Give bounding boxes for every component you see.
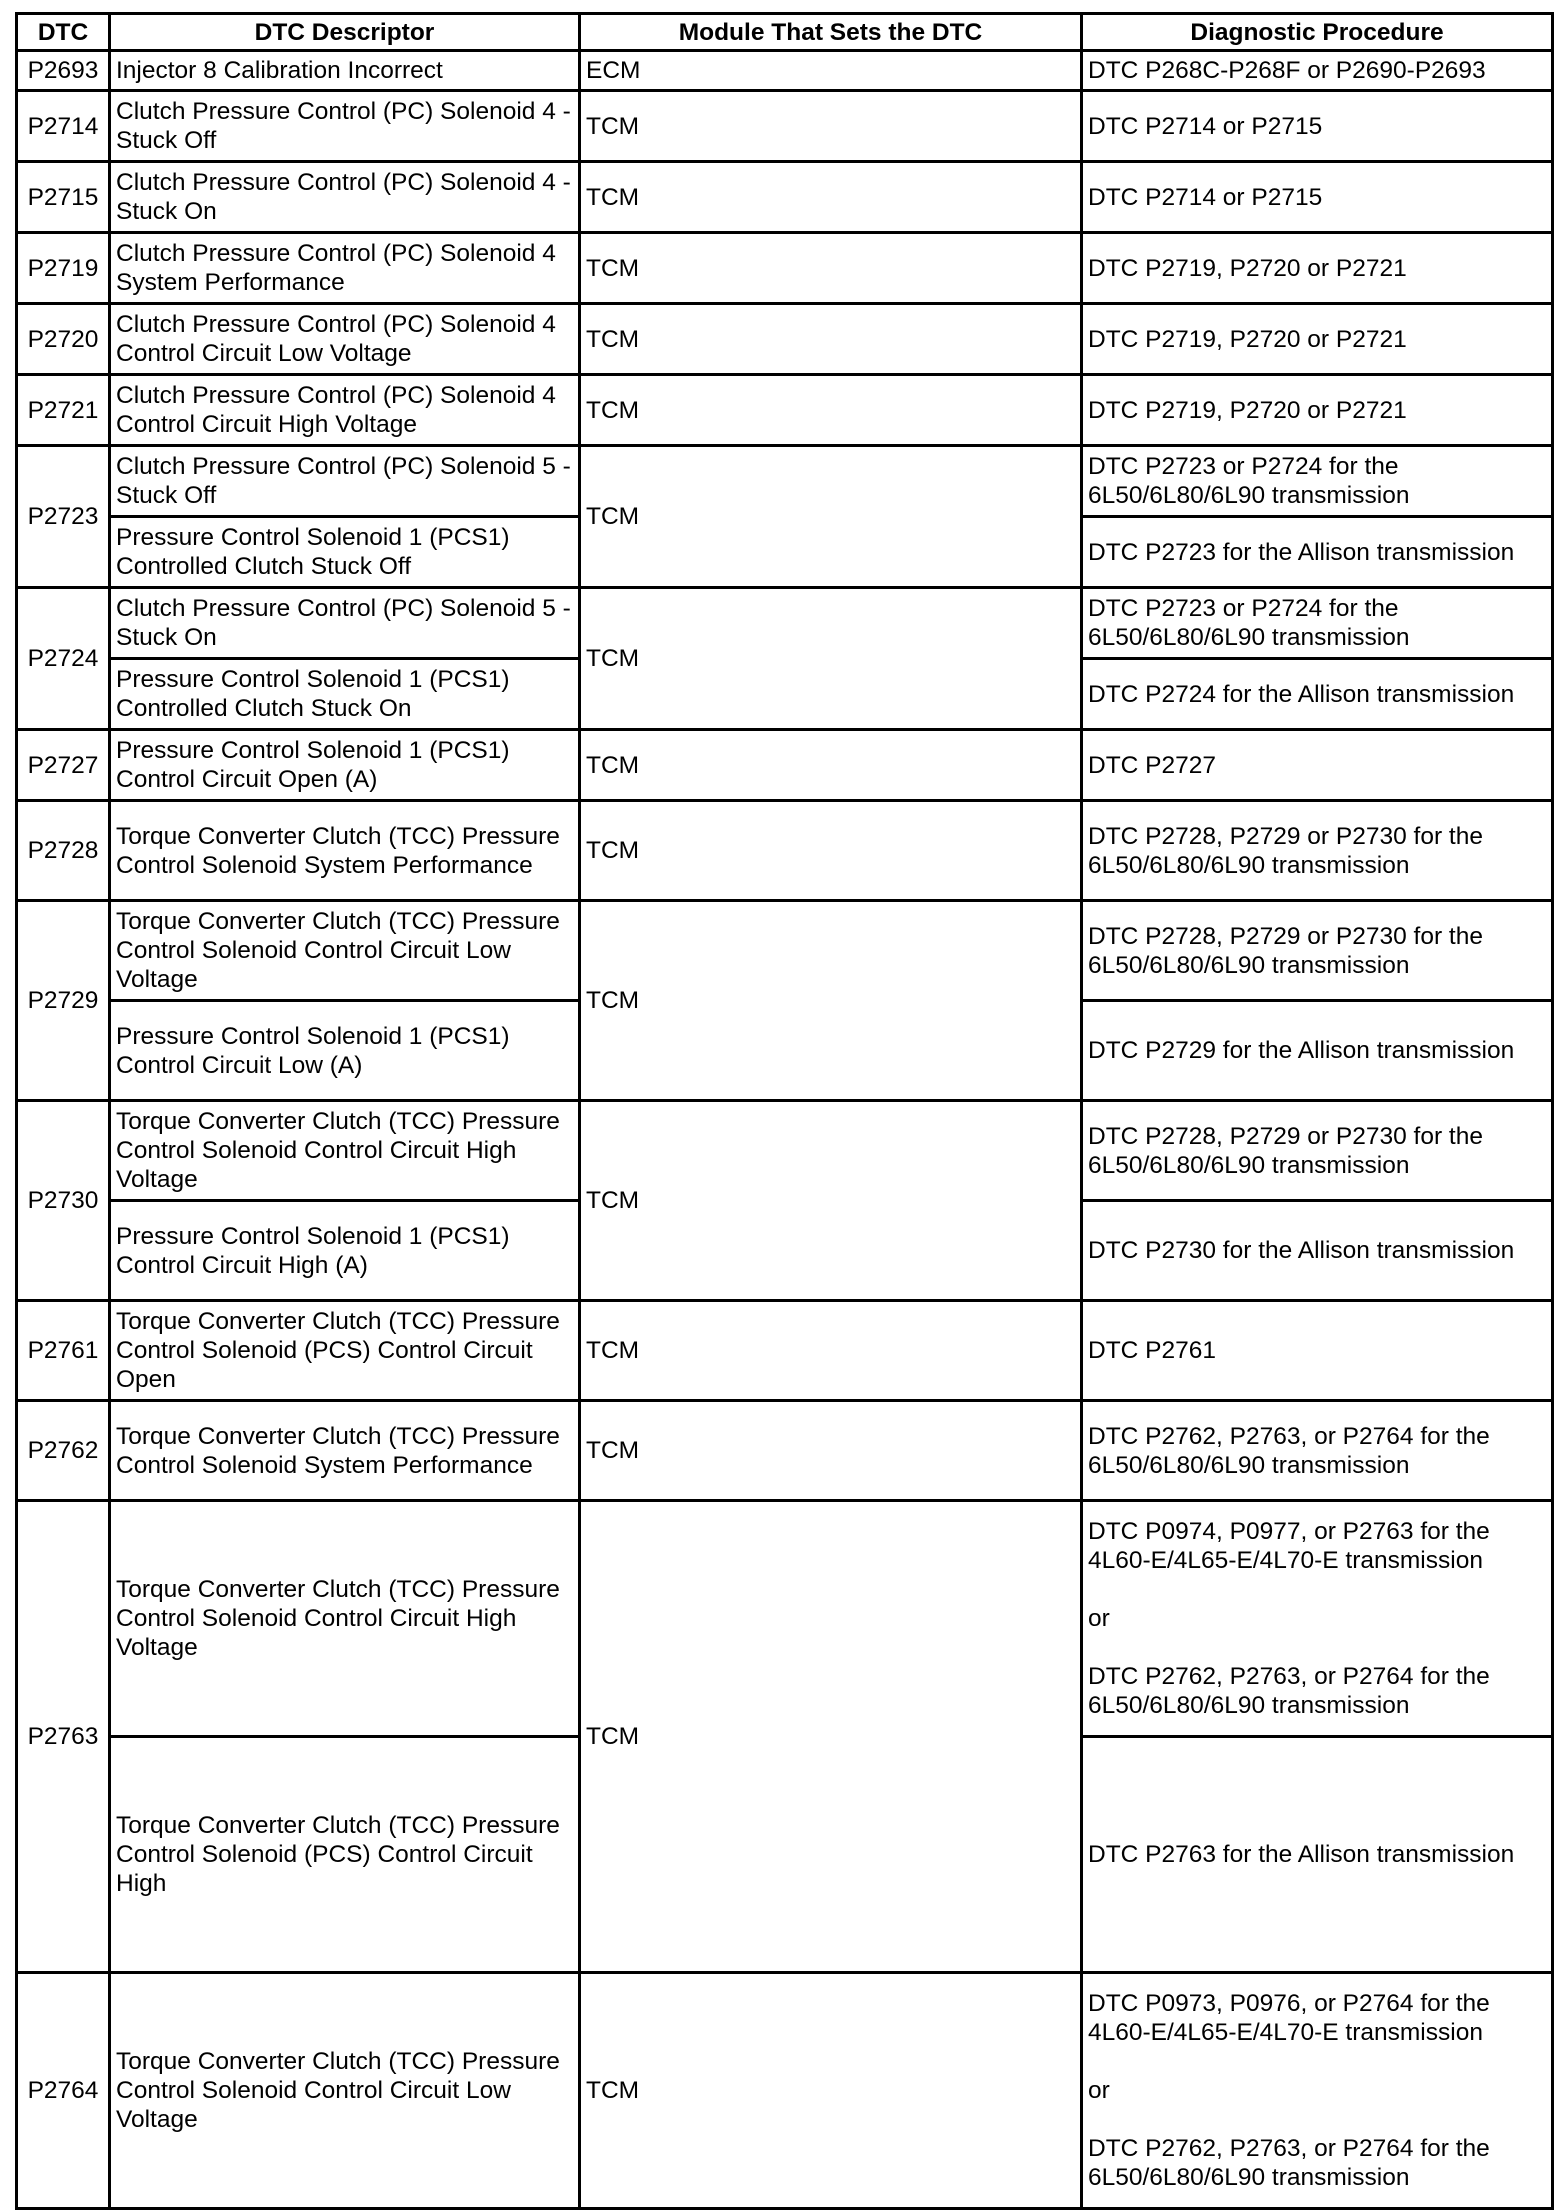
procedure-line bbox=[1088, 2105, 1546, 2134]
procedure-line: DTC P2719, P2720 or P2721 bbox=[1088, 254, 1407, 282]
procedure-line: DTC P2762, P2763, or P2764 for the 6L50/6L80/6L90 transmission bbox=[1088, 1663, 1490, 1719]
module-cell: TCM bbox=[580, 91, 1082, 162]
dtc-descriptor-cell: Torque Converter Clutch (TCC) Pressure Control Solenoid Control Circuit High Voltage bbox=[110, 1501, 580, 1737]
dtc-code-cell: P2723 bbox=[17, 446, 110, 588]
dtc-descriptor-cell: Clutch Pressure Control (PC) Solenoid 5 - Stuck On bbox=[110, 588, 580, 659]
module-cell: TCM bbox=[580, 304, 1082, 375]
procedure-line: or bbox=[1088, 2077, 1110, 2104]
procedure-line: DTC P2761 bbox=[1088, 1337, 1217, 1364]
module-cell: TCM bbox=[580, 233, 1082, 304]
dtc-code-cell: P2730 bbox=[17, 1101, 110, 1301]
diagnostic-procedure-cell bbox=[1082, 1737, 1553, 1973]
diagnostic-procedure-cell bbox=[1082, 1301, 1553, 1401]
module-cell: TCM bbox=[580, 1301, 1082, 1401]
dtc-descriptor-cell: Clutch Pressure Control (PC) Solenoid 4 - Stuck Off bbox=[110, 91, 580, 162]
procedure-line bbox=[1088, 1633, 1546, 1662]
dtc-descriptor-cell: Clutch Pressure Control (PC) Solenoid 5 - Stuck Off bbox=[110, 446, 580, 517]
table-row bbox=[17, 233, 1553, 304]
dtc-descriptor-cell: Pressure Control Solenoid 1 (PCS1) Control Circuit Low (A) bbox=[110, 1001, 580, 1101]
dtc-descriptor-cell: Clutch Pressure Control (PC) Solenoid 4 Control Circuit High Voltage bbox=[110, 375, 580, 446]
diagnostic-procedure-cell bbox=[1082, 1001, 1553, 1101]
dtc-descriptor-cell: Torque Converter Clutch (TCC) Pressure Control Solenoid Control Circuit High Voltage bbox=[110, 1101, 580, 1201]
dtc-descriptor-cell: Injector 8 Calibration Incorrect bbox=[110, 51, 580, 91]
dtc-descriptor-cell: Pressure Control Solenoid 1 (PCS1) Controlled Clutch Stuck On bbox=[110, 659, 580, 730]
diagnostic-procedure-cell bbox=[1082, 517, 1553, 588]
module-cell: TCM bbox=[580, 446, 1082, 588]
table-row bbox=[17, 1101, 1553, 1201]
dtc-code-cell: P2727 bbox=[17, 730, 110, 801]
dtc-code-cell: P2721 bbox=[17, 375, 110, 446]
procedure-line: DTC P2727 bbox=[1088, 751, 1217, 779]
table-row bbox=[17, 51, 1553, 91]
module-cell: TCM bbox=[580, 1501, 1082, 1973]
dtc-descriptor-cell: Clutch Pressure Control (PC) Solenoid 4 - Stuck On bbox=[110, 162, 580, 233]
table-header-row bbox=[17, 14, 1553, 51]
table-row bbox=[17, 1501, 1553, 1737]
procedure-line bbox=[1088, 1575, 1546, 1604]
table-row bbox=[17, 162, 1553, 233]
procedure-line: DTC P2719, P2720 or P2721 bbox=[1088, 396, 1407, 424]
dtc-descriptor-cell: Torque Converter Clutch (TCC) Pressure Control Solenoid (PCS) Control Circuit High bbox=[110, 1737, 580, 1973]
diagnostic-procedure-cell bbox=[1082, 1101, 1553, 1201]
dtc-code-cell: P2764 bbox=[17, 1973, 110, 2209]
diagnostic-procedure-cell bbox=[1082, 1201, 1553, 1301]
table-row bbox=[17, 730, 1553, 801]
diagnostic-procedure-cell bbox=[1082, 659, 1553, 730]
dtc-code-cell: P2729 bbox=[17, 901, 110, 1101]
procedure-line: DTC P2729 for the Allison transmission bbox=[1088, 1037, 1515, 1064]
table-row bbox=[17, 446, 1553, 517]
diagnostic-procedure-cell bbox=[1082, 446, 1553, 517]
module-cell: TCM bbox=[580, 588, 1082, 730]
table-row bbox=[17, 588, 1553, 659]
procedure-line: DTC P268C-P268F or P2690-P2693 bbox=[1088, 57, 1486, 84]
dtc-descriptor-cell: Torque Converter Clutch (TCC) Pressure Control Solenoid Control Circuit Low Voltage bbox=[110, 1973, 580, 2209]
procedure-line: DTC P2728, P2729 or P2730 for the 6L50/6L80/6L90 transmission bbox=[1088, 1122, 1483, 1179]
dtc-code-cell: P2720 bbox=[17, 304, 110, 375]
diagnostic-procedure-cell bbox=[1082, 375, 1553, 446]
module-cell: TCM bbox=[580, 1973, 1082, 2209]
diagnostic-procedure-cell bbox=[1082, 801, 1553, 901]
module-cell: TCM bbox=[580, 901, 1082, 1101]
procedure-line: DTC P2723 or P2724 for the 6L50/6L80/6L90 transmission bbox=[1088, 453, 1410, 509]
diagnostic-procedure-cell bbox=[1082, 51, 1553, 91]
dtc-code-cell: P2693 bbox=[17, 51, 110, 91]
procedure-line: DTC P2728, P2729 or P2730 for the 6L50/6L80/6L90 transmission bbox=[1088, 822, 1483, 879]
diagnostic-procedure-cell bbox=[1082, 588, 1553, 659]
procedure-line: DTC P2714 or P2715 bbox=[1088, 183, 1323, 211]
module-cell: ECM bbox=[580, 51, 1082, 91]
dtc-code-cell: P2714 bbox=[17, 91, 110, 162]
procedure-line bbox=[1088, 2047, 1546, 2076]
dtc-code-cell: P2728 bbox=[17, 801, 110, 901]
dtc-code-cell: P2715 bbox=[17, 162, 110, 233]
module-cell: TCM bbox=[580, 730, 1082, 801]
dtc-descriptor-cell: Torque Converter Clutch (TCC) Pressure Control Solenoid System Performance bbox=[110, 801, 580, 901]
diagnostic-procedure-cell bbox=[1082, 901, 1553, 1001]
header-module: Module That Sets the DTC bbox=[580, 14, 1082, 51]
dtc-code-cell: P2761 bbox=[17, 1301, 110, 1401]
procedure-line: DTC P2723 or P2724 for the 6L50/6L80/6L90 transmission bbox=[1088, 595, 1410, 651]
procedure-line: DTC P0973, P0976, or P2764 for the 4L60-E/4L65-E/4L70-E transmission bbox=[1088, 1990, 1490, 2046]
procedure-line: DTC P2763 for the Allison transmission bbox=[1088, 1841, 1515, 1868]
procedure-line: DTC P2762, P2763, or P2764 for the 6L50/6L80/6L90 transmission bbox=[1088, 1422, 1490, 1479]
header-diagnostic-procedure: Diagnostic Procedure bbox=[1082, 14, 1553, 51]
table-row bbox=[17, 1401, 1553, 1501]
table-row bbox=[17, 901, 1553, 1001]
table-body bbox=[17, 51, 1553, 2209]
dtc-code-cell: P2762 bbox=[17, 1401, 110, 1501]
diagnostic-procedure-cell bbox=[1082, 91, 1553, 162]
dtc-descriptor-cell: Pressure Control Solenoid 1 (PCS1) Control Circuit Open (A) bbox=[110, 730, 580, 801]
procedure-line: DTC P2728, P2729 or P2730 for the 6L50/6L80/6L90 transmission bbox=[1088, 922, 1483, 979]
procedure-line: DTC P2724 for the Allison transmission bbox=[1088, 680, 1515, 708]
module-cell: TCM bbox=[580, 162, 1082, 233]
table-row bbox=[17, 304, 1553, 375]
table-row bbox=[17, 801, 1553, 901]
dtc-code-cell: P2719 bbox=[17, 233, 110, 304]
procedure-line: DTC P2762, P2763, or P2764 for the 6L50/6L80/6L90 transmission bbox=[1088, 2135, 1490, 2191]
diagnostic-procedure-cell bbox=[1082, 730, 1553, 801]
dtc-table bbox=[15, 12, 1554, 2210]
procedure-line: DTC P2719, P2720 or P2721 bbox=[1088, 325, 1407, 353]
dtc-descriptor-cell: Pressure Control Solenoid 1 (PCS1) Control Circuit High (A) bbox=[110, 1201, 580, 1301]
table-row bbox=[17, 375, 1553, 446]
procedure-line: DTC P2714 or P2715 bbox=[1088, 112, 1323, 140]
table-row bbox=[17, 91, 1553, 162]
dtc-code-cell: P2763 bbox=[17, 1501, 110, 1973]
diagnostic-procedure-cell bbox=[1082, 233, 1553, 304]
dtc-descriptor-cell: Torque Converter Clutch (TCC) Pressure Control Solenoid (PCS) Control Circuit Open bbox=[110, 1301, 580, 1401]
dtc-descriptor-cell: Torque Converter Clutch (TCC) Pressure Control Solenoid System Performance bbox=[110, 1401, 580, 1501]
dtc-descriptor-cell: Clutch Pressure Control (PC) Solenoid 4 System Performance bbox=[110, 233, 580, 304]
dtc-descriptor-cell: Pressure Control Solenoid 1 (PCS1) Controlled Clutch Stuck Off bbox=[110, 517, 580, 588]
module-cell: TCM bbox=[580, 801, 1082, 901]
procedure-line: DTC P0974, P0977, or P2763 for the 4L60-E/4L65-E/4L70-E transmission bbox=[1088, 1518, 1490, 1574]
diagnostic-procedure-cell bbox=[1082, 162, 1553, 233]
procedure-line: or bbox=[1088, 1605, 1110, 1632]
header-dtc-descriptor: DTC Descriptor bbox=[110, 14, 580, 51]
dtc-descriptor-cell: Torque Converter Clutch (TCC) Pressure Control Solenoid Control Circuit Low Voltage bbox=[110, 901, 580, 1001]
table-row bbox=[17, 1301, 1553, 1401]
dtc-code-cell: P2724 bbox=[17, 588, 110, 730]
header-dtc: DTC bbox=[17, 14, 110, 51]
procedure-line: DTC P2730 for the Allison transmission bbox=[1088, 1237, 1515, 1264]
module-cell: TCM bbox=[580, 375, 1082, 446]
module-cell: TCM bbox=[580, 1101, 1082, 1301]
procedure-line: DTC P2723 for the Allison transmission bbox=[1088, 538, 1515, 566]
diagnostic-procedure-cell bbox=[1082, 1401, 1553, 1501]
diagnostic-procedure-cell bbox=[1082, 1501, 1553, 1737]
module-cell: TCM bbox=[580, 1401, 1082, 1501]
dtc-descriptor-cell: Clutch Pressure Control (PC) Solenoid 4 Control Circuit Low Voltage bbox=[110, 304, 580, 375]
diagnostic-procedure-cell bbox=[1082, 304, 1553, 375]
